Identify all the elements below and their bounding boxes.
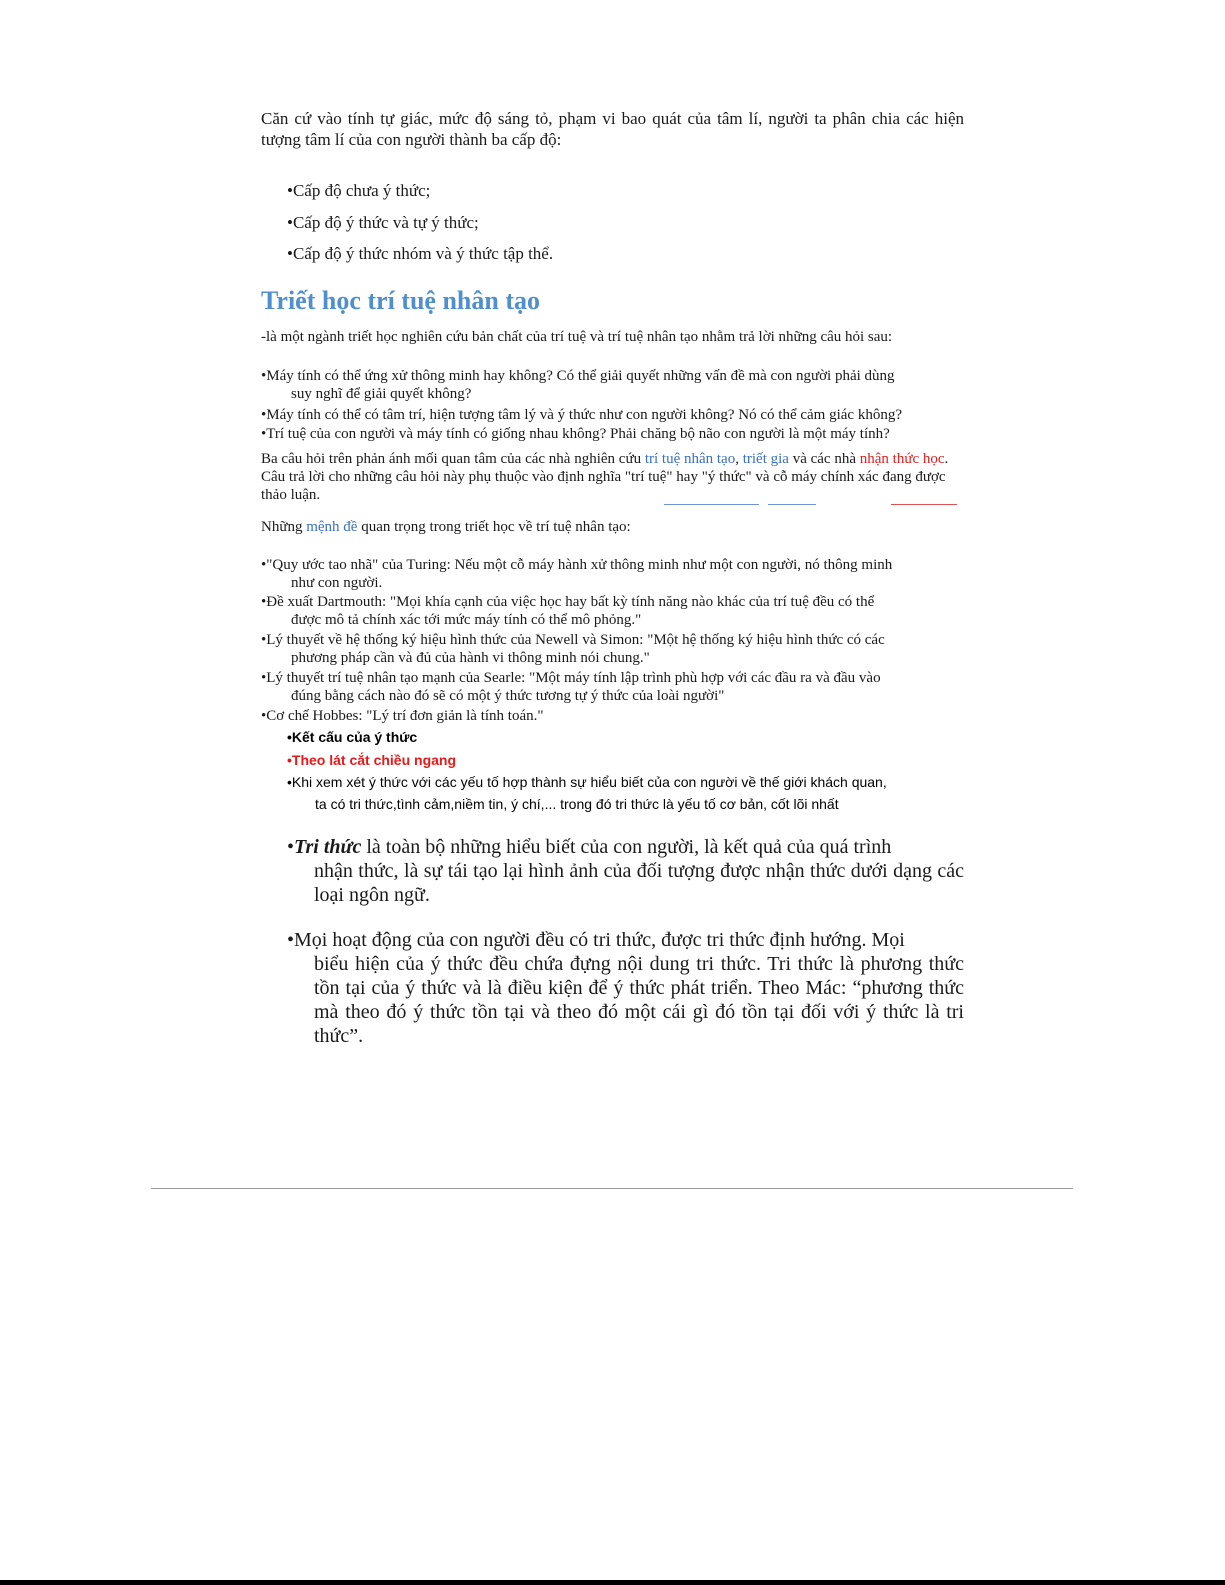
context-separator: , <box>735 451 743 467</box>
knowledge-continuation: nhận thức, là sự tái tạo lại hình ảnh của đối tượng được nhận thức dưới dạng các loại ngôn ngữ. <box>314 860 964 906</box>
proposition-text: •Lý thuyết về hệ thống ký hiệu hình thức của Newell và Simon: "Một hệ thống ký hiệu hình thức có các <box>261 632 885 648</box>
propositions-text: quan trọng trong triết học về trí tuệ nhân tạo: <box>357 519 631 535</box>
level-item: •Cấp độ ý thức và tự ý thức; <box>287 213 479 232</box>
proposition-continuation: phương pháp cần và đủ của hành vi thông minh nói chung." <box>291 650 650 666</box>
proposition-continuation: được mô tả chính xác tới mức máy tính có thể mô phỏng." <box>291 612 642 628</box>
proposition-item <box>261 707 961 725</box>
structure-title: •Kết cấu của ý thức <box>287 729 418 745</box>
knowledge-text: là toàn bộ những hiểu biết của con người, là kết quả của quá trình <box>361 836 892 858</box>
context-text: và các nhà <box>788 451 860 467</box>
proposition-item <box>261 556 961 592</box>
link-proposition[interactable]: mệnh đề <box>306 519 358 535</box>
structure-description <box>287 771 967 815</box>
knowledge-paragraph <box>287 835 964 907</box>
propositions-intro <box>261 518 964 536</box>
proposition-item <box>261 631 961 667</box>
section-heading: Triết học trí tuệ nhân tạo <box>261 286 540 315</box>
level-item: •Cấp độ ý thức nhóm và ý thức tập thể. <box>287 244 554 263</box>
question-item <box>261 425 961 443</box>
proposition-text: •Cơ chế Hobbes: "Lý trí đơn giản là tính toán." <box>261 708 544 724</box>
definition-text: -là một ngành triết học nghiên cứu bản chất của trí tuệ và trí tuệ nhân tạo nhằm trả lời những câu hỏi sau: <box>261 329 893 345</box>
context-paragraph <box>261 450 964 504</box>
activity-text: •Mọi hoạt động của con người đều có tri thức, được tri thức định hướng. Mọi <box>287 929 905 951</box>
page-divider <box>151 1188 1073 1189</box>
question-text: •Máy tính có thể có tâm trí, hiện tượng tâm lý và ý thức như con người không? Nó có thể cảm giác không? <box>261 407 902 423</box>
activity-paragraph <box>287 928 964 1048</box>
proposition-item <box>261 593 961 629</box>
context-text: . Câu trả lời cho những câu hỏi này phụ thuộc vào định nghĩa "trí tuệ" hay "ý thức" và cỗ máy chính xác đang được thảo luận. <box>261 451 949 503</box>
structure-horizontal: •Theo lát cắt chiều ngang <box>287 752 457 768</box>
proposition-text: •"Quy ước tao nhã" của Turing: Nếu một cỗ máy hành xử thông minh như một con người, nó thông minh <box>261 557 893 573</box>
link-underline <box>891 504 957 505</box>
question-text: •Máy tính có thể ứng xử thông minh hay không? Có thể giải quyết những vấn đề mà con người phải dùng <box>261 368 895 384</box>
link-ai[interactable]: trí tuệ nhân tạo <box>644 451 736 467</box>
link-underline <box>664 504 759 505</box>
question-item <box>261 367 961 403</box>
activity-continuation: biểu hiện của ý thức đều chứa đựng nội dung tri thức. Tri thức là phương thức tồn tại của ý thức và là điều kiện để ý thức phát triển. Theo Mác: “phương thức mà theo đó ý thức tồn tại và theo đó một cái gì đó tồn tại đối với ý thức là tri thức”. <box>314 953 964 1047</box>
structure-description-continuation: ta có tri thức,tình cảm,niềm tin, ý chí,... trong đó tri thức là yếu tố cơ bản, cốt lõi nhất <box>315 796 839 812</box>
proposition-item <box>261 669 961 705</box>
structure-description-text: •Khi xem xét ý thức với các yếu tố hợp thành sự hiểu biết của con người về thế giới khách quan, <box>287 774 887 790</box>
question-item <box>261 406 961 424</box>
context-text: Ba câu hỏi trên phản ánh mối quan tâm của các nhà nghiên cứu <box>261 451 645 467</box>
propositions-text: Những <box>261 519 307 535</box>
bullet: • <box>287 836 295 858</box>
intro-paragraph: Căn cứ vào tính tự giác, mức độ sáng tỏ, phạm vi bao quát của tâm lí, người ta phân chia các hiện tượng tâm lí của con người thành ba cấp độ: <box>261 109 964 149</box>
proposition-text: •Đề xuất Dartmouth: "Mọi khía cạnh của việc học hay bất kỳ tính năng nào khác của trí tuệ đều có thể <box>261 594 875 610</box>
question-text: •Trí tuệ của con người và máy tính có giống nhau không? Phải chăng bộ não con người là một máy tính? <box>261 426 890 442</box>
link-underline <box>768 504 816 505</box>
level-item: •Cấp độ chưa ý thức; <box>287 181 431 200</box>
knowledge-term: Tri thức <box>294 836 362 858</box>
proposition-continuation: đúng bằng cách nào đó sẽ có một ý thức tương tự ý thức của loài người" <box>291 688 725 704</box>
link-cognitive-science[interactable]: nhận thức học <box>859 451 945 467</box>
proposition-continuation: như con người. <box>291 575 383 591</box>
proposition-text: •Lý thuyết trí tuệ nhân tạo mạnh của Searle: "Một máy tính lập trình phù hợp với các đầu ra và đầu vào <box>261 670 881 686</box>
link-philosopher[interactable]: triết gia <box>742 451 789 467</box>
bottom-edge <box>0 1580 1225 1585</box>
question-continuation: suy nghĩ để giải quyết không? <box>291 386 472 402</box>
